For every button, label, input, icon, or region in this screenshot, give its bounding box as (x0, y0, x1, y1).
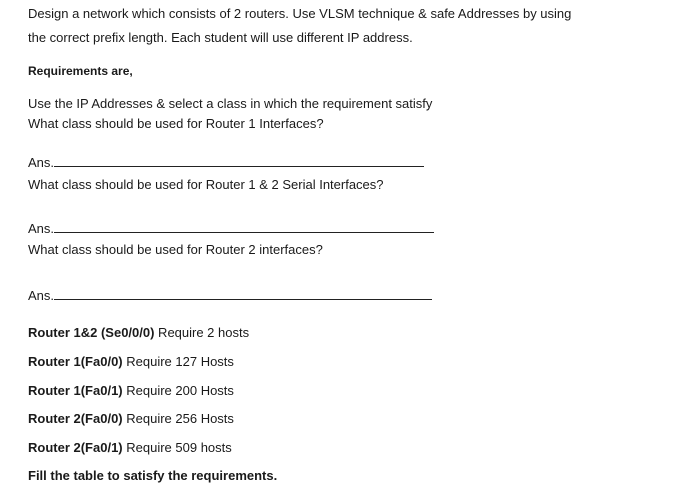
router-req-1 (28, 325, 249, 341)
answer-1-label: Ans. (28, 155, 55, 170)
router-req-2 (28, 354, 234, 370)
question-3: What class should be used for Router 2 interfaces? (28, 242, 323, 257)
intro-line-1: Design a network which consists of 2 routers. Use VLSM technique & safe Addresses by using (28, 6, 572, 21)
router-req-1-text: Require 2 hosts (154, 325, 250, 340)
instruction-text: Use the IP Addresses & select a class in which the requirement satisfy (28, 96, 433, 111)
router-req-4-name: Router 2(Fa0/0) (28, 411, 123, 426)
router-req-3-name: Router 1(Fa0/1) (28, 383, 123, 398)
router-req-5 (28, 440, 232, 456)
router-req-1-name: Router 1&2 (Se0/0/0) (28, 325, 155, 340)
answer-2-blank (54, 220, 434, 233)
router-req-4-text: Require 256 Hosts (122, 411, 234, 426)
router-req-5-name: Router 2(Fa0/1) (28, 440, 123, 455)
answer-2 (28, 220, 434, 237)
answer-3-label: Ans. (28, 288, 55, 303)
question-1: What class should be used for Router 1 Interfaces? (28, 116, 324, 131)
requirements-heading: Requirements are, (28, 64, 133, 78)
router-req-2-text: Require 127 Hosts (122, 354, 234, 369)
router-req-2-name: Router 1(Fa0/0) (28, 354, 123, 369)
intro-line-2: the correct prefix length. Each student will use different IP address. (28, 30, 413, 45)
answer-1 (28, 154, 424, 171)
router-req-3-text: Require 200 Hosts (122, 383, 234, 398)
router-req-3 (28, 383, 234, 399)
question-2: What class should be used for Router 1 & 2 Serial Interfaces? (28, 177, 384, 192)
router-req-4 (28, 411, 234, 427)
answer-2-label: Ans. (28, 221, 55, 236)
router-req-5-text: Require 509 hosts (122, 440, 232, 455)
answer-1-blank (54, 154, 424, 167)
answer-3-blank (54, 287, 432, 300)
answer-3 (28, 287, 432, 304)
footer-instruction: Fill the table to satisfy the requirements. (28, 468, 278, 483)
